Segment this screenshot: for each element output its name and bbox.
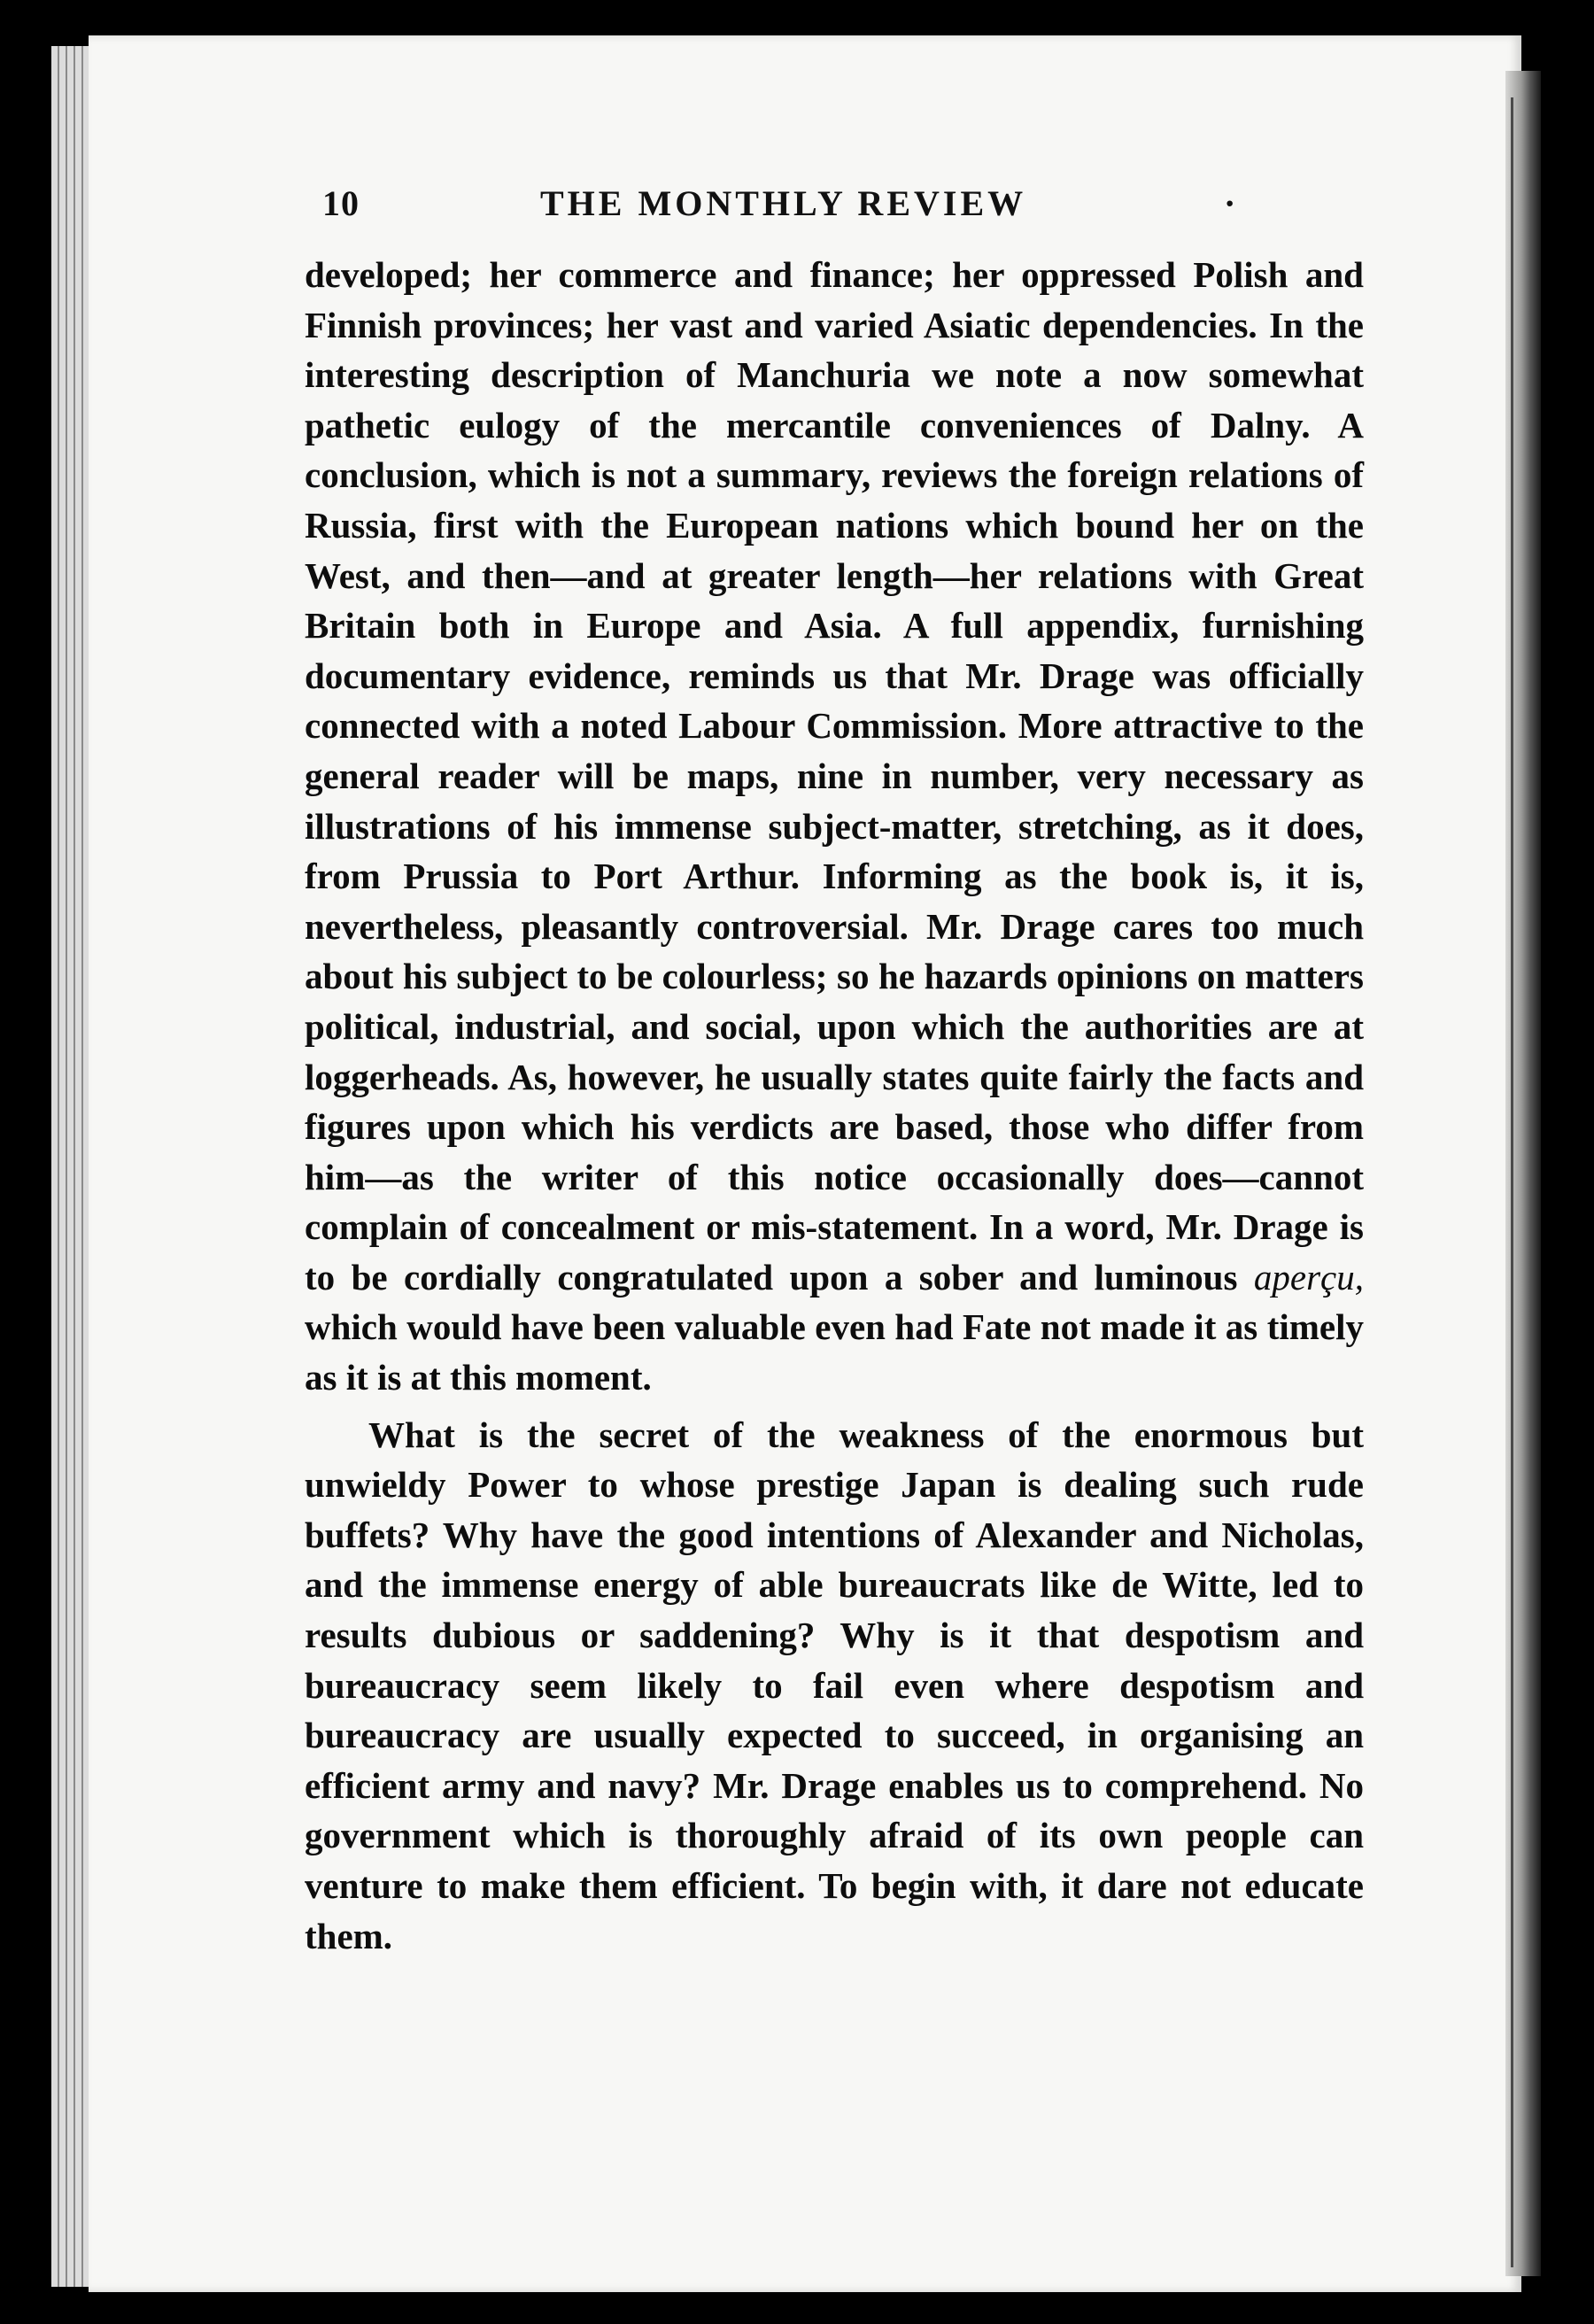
paragraph-text: developed; her commerce and finance; her oppressed Polish and Finnish provinces; her vast and varied Asiatic dependencies. In the interesting description of Manchuria we note a now somewhat pathetic eulogy of the mercantile conveniences of Dalny. A conclusion, which is not a summary, reviews the foreign relations of Russia, first with the European nations which bound her on the West, and then—and at greater length—her relations with Great Britain both in Europe and Asia. A full appendix, furnishing documentary evidence, reminds us that Mr. Drage was officially connected with a noted Labour Commission. More attractive to the general reader will be maps, nine in number, very necessary as illustrations of his immense subject-matter, stretching, as it does, from Prussia to Port Arthur. Informing as the book is, it is, nevertheless, pleasantly controversial. Mr. Drage cares too much about his subject to be colourless; so he hazards opinions on matters political, industrial, and social, upon which the authorities are at loggerheads. As, however, he usually states quite fairly the facts and figures upon which his verdicts are based, those who differ from him—as the writer of this notice occasionally does—cannot complain of concealment or mis-statement. In a word, Mr. Drage is to be cordially congratulated upon a sober and luminous [305, 254, 1364, 1298]
paragraph-text: which would have been valuable even had Fate not made it as timely as it is at this moment. [305, 1306, 1364, 1398]
gutter-shadow-line [1511, 97, 1513, 2267]
italic-term: aperçu, [1253, 1256, 1364, 1298]
page-number: 10 [322, 183, 360, 223]
running-head [322, 182, 1261, 236]
paragraph [305, 250, 1364, 1403]
head-ornament: · [1224, 183, 1236, 223]
body-text [305, 250, 1364, 1961]
paragraph: What is the secret of the weakness of the enormous but unwieldy Power to whose prestige Japan is dealing such rude buffets? Why have the good intentions of Alexander and Nicholas, and the immense energy of able bureaucrats like de Witte, led to results dubious or saddening? Why is it that despotism and bureaucracy seem likely to fail even where despotism and bureaucracy are usually expected to succeed, in organising an efficient army and navy? Mr. Drage enables us to comprehend. No government which is thoroughly afraid of its own people can venture to make them efficient. To begin with, it dare not educate them. [305, 1414, 1364, 1956]
journal-title: THE MONTHLY REVIEW [540, 183, 1027, 223]
